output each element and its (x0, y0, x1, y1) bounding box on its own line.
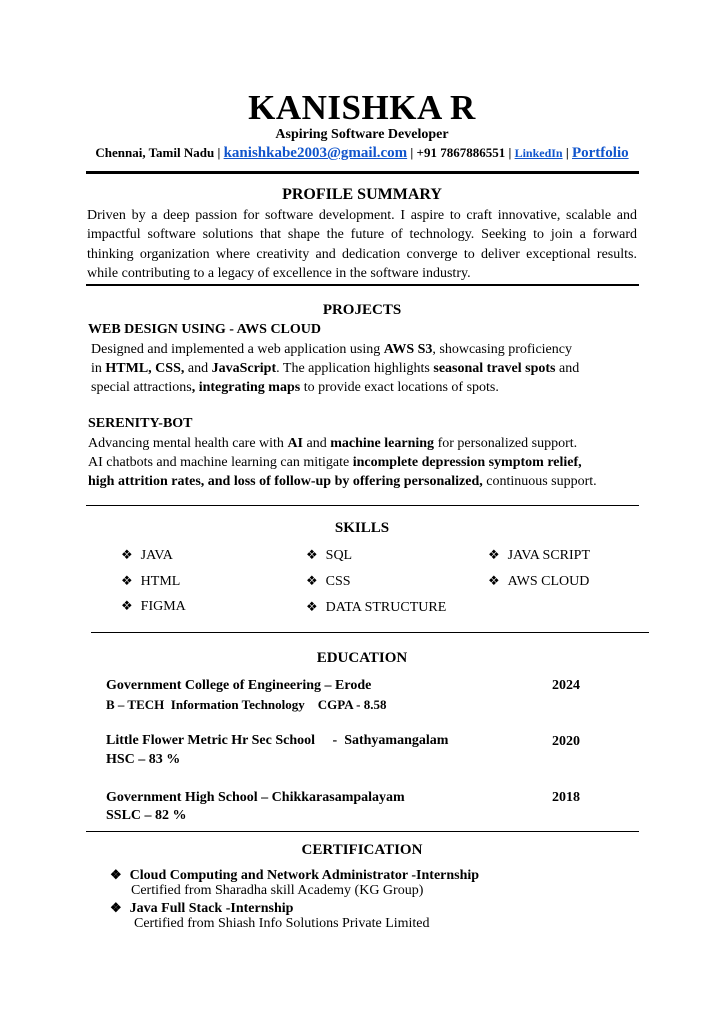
certification-detail: Certified from Shiash Info Solutions Private Limited (134, 916, 430, 931)
diamond-bullet-icon: ❖ (121, 547, 133, 562)
project-title: WEB DESIGN USING - AWS CLOUD (88, 322, 321, 337)
section-divider (91, 632, 649, 633)
project-line: AI chatbots and machine learning can mitigate incomplete depression symptom relief, (88, 455, 582, 470)
diamond-bullet-icon: ❖ (121, 573, 133, 588)
diamond-bullet-icon: ❖ (488, 573, 500, 588)
location: Chennai, Tamil Nadu (95, 145, 215, 160)
project-line: special attractions, integrating maps to provide exact locations of spots. (91, 380, 499, 395)
profile-text: Driven by a deep passion for software development. I aspire to craft innovative, scalable and impactful software solutions that shape the future of technology. Seeking to join a forward thinking organization where creativity and dedication converge to deliver exceptional results. while contributing to a legacy of excellence in the software industry. (87, 208, 637, 282)
education-year: 2024 (552, 678, 580, 693)
project-title: SERENITY-BOT (88, 416, 193, 431)
project-line: Designed and implemented a web application using AWS S3, showcasing proficiency (91, 342, 572, 357)
separator: | (217, 145, 221, 160)
separator: | (508, 145, 512, 160)
education-heading: EDUCATION (316, 650, 408, 666)
section-divider (86, 284, 639, 286)
portfolio-link[interactable]: Portfolio (571, 145, 629, 161)
skill-item: ❖ CSS (306, 573, 351, 589)
section-divider (86, 831, 639, 832)
section-divider (86, 505, 639, 506)
education-school: Government College of Engineering – Erode (106, 678, 372, 693)
certification-heading: CERTIFICATION (301, 842, 423, 858)
header-divider (86, 171, 639, 174)
diamond-bullet-icon: ❖ (306, 547, 318, 562)
education-detail: B – TECH Information Technology CGPA - 8.58 (106, 697, 387, 712)
skill-item: ❖ HTML (121, 573, 181, 589)
projects-heading: PROJECTS (322, 302, 402, 318)
education-year: 2020 (552, 734, 580, 749)
diamond-bullet-icon: ❖ (306, 599, 318, 614)
contact-line (0, 144, 724, 162)
candidate-title: Aspiring Software Developer (275, 127, 449, 142)
skill-item: ❖ SQL (306, 547, 353, 563)
skill-item: ❖ JAVA (121, 547, 173, 563)
certification-detail: Certified from Sharadha skill Academy (KG Group) (131, 883, 424, 898)
diamond-bullet-icon: ❖ (121, 598, 133, 613)
education-school: Government High School – Chikkarasampalayam (106, 790, 405, 805)
skill-item: ❖ DATA STRUCTURE (306, 599, 447, 615)
education-year: 2018 (552, 790, 580, 805)
profile-summary (87, 206, 637, 284)
diamond-bullet-icon: ❖ (306, 573, 318, 588)
education-detail: SSLC – 82 % (106, 808, 187, 823)
skill-item: ❖ AWS CLOUD (488, 573, 590, 589)
education-detail: HSC – 83 % (106, 752, 181, 767)
project-line: high attrition rates, and loss of follow-up by offering personalized, continuous support. (88, 474, 597, 489)
candidate-name: KANISHKA R (248, 88, 476, 127)
skill-item: ❖ FIGMA (121, 598, 186, 614)
certification-title: ❖ Java Full Stack -Internship (110, 900, 294, 916)
email-link[interactable]: kanishkabe2003@gmail.com (223, 145, 408, 161)
skill-item: ❖ JAVA SCRIPT (488, 547, 591, 563)
project-line: in HTML, CSS, and JavaScript. The application highlights seasonal travel spots and (91, 361, 580, 376)
diamond-bullet-icon: ❖ (110, 900, 122, 915)
separator: | (410, 145, 414, 160)
linkedin-link[interactable]: LinkedIn (514, 146, 563, 160)
phone: +91 7867886551 (416, 145, 506, 160)
profile-heading: PROFILE SUMMARY (282, 186, 442, 203)
skills-heading: SKILLS (334, 520, 390, 536)
diamond-bullet-icon: ❖ (110, 867, 122, 882)
diamond-bullet-icon: ❖ (488, 547, 500, 562)
education-school: Little Flower Metric Hr Sec School - Sathyamangalam (106, 733, 449, 748)
separator: | (565, 145, 569, 160)
project-line: Advancing mental health care with AI and machine learning for personalized support. (88, 436, 578, 451)
certification-title: ❖ Cloud Computing and Network Administrator -Internship (110, 867, 480, 883)
